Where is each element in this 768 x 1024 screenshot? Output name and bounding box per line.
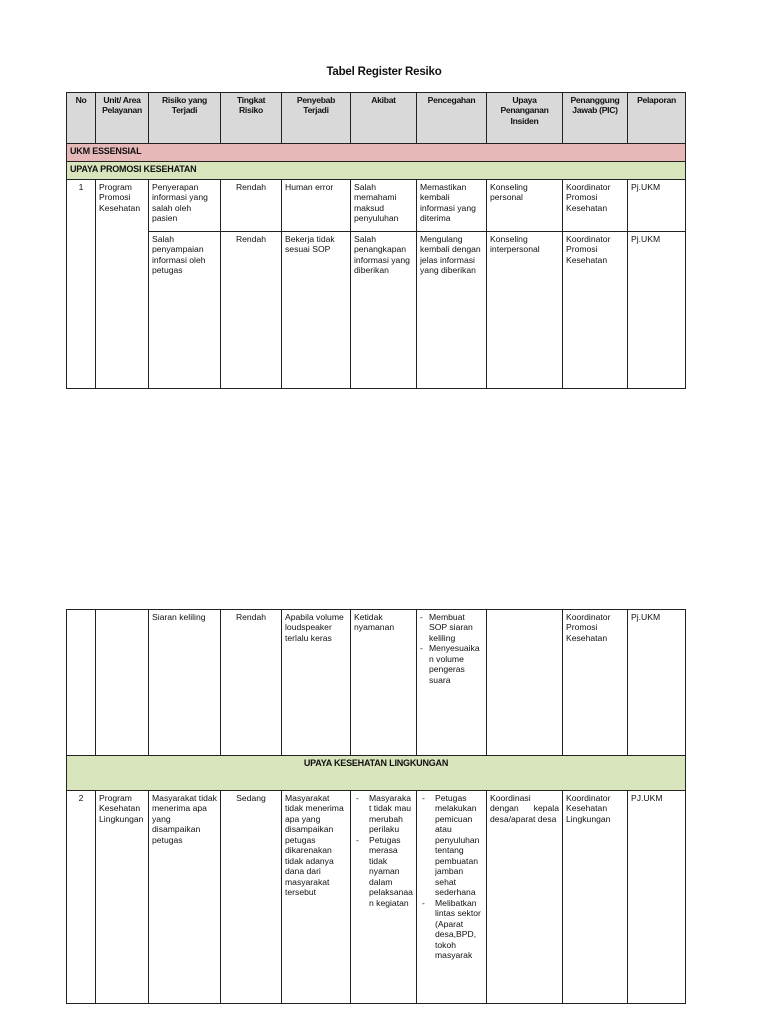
cell-tingkat: Rendah	[221, 232, 282, 389]
cell-penyebab: Apabila volume loudspeaker terlalu keras	[282, 610, 351, 756]
section-row-ukm	[67, 144, 686, 162]
cell-pelaporan: PJ.UKM	[628, 791, 686, 1004]
page-title: Tabel Register Resiko	[326, 66, 442, 78]
list-item: - Petugas melakukan pemicuan atau penyuluhan tentang pembuatan jamban sehat sederhana	[420, 793, 483, 898]
cell-risiko: Salah penyampaian informasi oleh petugas	[149, 232, 221, 389]
cell-no	[67, 610, 96, 756]
cell-pic: Koordinator Promosi Kesehatan	[563, 232, 628, 389]
header-pic: Penanggung Jawab (PIC)	[563, 93, 628, 144]
cell-pic: Koordinator Promosi Kesehatan	[563, 180, 628, 232]
cell-upaya: Konseling personal	[487, 180, 563, 232]
header-akibat: Akibat	[351, 93, 417, 144]
cell-pencegahan: Memastikan kembali informasi yang diterima	[417, 180, 487, 232]
section-lingkungan-label: UPAYA KESEHATAN LINGKUNGAN	[67, 756, 686, 791]
list-item: - Petugas merasa tidak nyaman dalam pelaksanaan kegiatan	[354, 835, 413, 908]
cell-upaya	[487, 610, 563, 756]
cell-pelaporan: Pj.UKM	[628, 232, 686, 389]
header-pelaporan: Pelaporan	[628, 93, 686, 144]
section-promosi-label: UPAYA PROMOSI KESEHATAN	[67, 162, 686, 180]
header-risiko: Risiko yang Terjadi	[149, 93, 221, 144]
cell-upaya: Koordinasi dengan kepala desa/aparat desa	[487, 791, 563, 1004]
table-header-row	[67, 93, 686, 144]
cell-risiko: Siaran keliling	[149, 610, 221, 756]
cell-unit	[96, 610, 149, 756]
table-row	[67, 610, 686, 756]
section-row-promosi	[67, 162, 686, 180]
risk-register-table	[66, 92, 686, 389]
cell-akibat: Ketidak nyamanan	[351, 610, 417, 756]
list-item: - Membuat SOP siaran keliling	[420, 612, 483, 643]
list-item: - Melibatkan lintas sektor (Aparat desa,BPD, tokoh masyarak	[420, 898, 483, 961]
header-unit: Unit/ Area Pelayanan	[96, 93, 149, 144]
cell-akibat: Salah penangkapan informasi yang diberikan	[351, 232, 417, 389]
header-tingkat: Tingkat Risiko	[221, 93, 282, 144]
list-item: - Masyarakat tidak mau merubah perilaku	[354, 793, 413, 835]
section-ukm-label: UKM ESSENSIAL	[67, 144, 686, 162]
cell-akibat	[351, 791, 417, 1004]
cell-pelaporan: Pj.UKM	[628, 180, 686, 232]
header-penyebab: Penyebab Terjadi	[282, 93, 351, 144]
cell-pic: Koordinator Kesehatan Lingkungan	[563, 791, 628, 1004]
cell-pelaporan: Pj.UKM	[628, 610, 686, 756]
cell-risiko: Penyerapan informasi yang salah oleh pasien	[149, 180, 221, 232]
cell-no: 2	[67, 791, 96, 1004]
table-row	[67, 232, 686, 389]
table-row	[67, 180, 686, 232]
cell-unit: Program Promosi Kesehatan	[96, 180, 149, 389]
cell-penyebab: Human error	[282, 180, 351, 232]
list-item: - Menyesuaikan volume pengeras suara	[420, 643, 483, 685]
pencegahan-list	[420, 612, 483, 685]
cell-pic: Koordinator Promosi Kesehatan	[563, 610, 628, 756]
header-pencegahan: Pencegahan	[417, 93, 487, 144]
cell-tingkat: Rendah	[221, 610, 282, 756]
table-row	[67, 791, 686, 1004]
pencegahan-list	[420, 793, 483, 961]
cell-pencegahan: Mengulang kembali dengan jelas informasi yang diberikan	[417, 232, 487, 389]
cell-unit: Program Kesehatan Lingkungan	[96, 791, 149, 1004]
cell-pencegahan	[417, 610, 487, 756]
cell-risiko: Masyarakat tidak menerima apa yang disampaikan petugas	[149, 791, 221, 1004]
cell-pencegahan	[417, 791, 487, 1004]
section-row-lingkungan	[67, 756, 686, 791]
cell-upaya: Konseling interpersonal	[487, 232, 563, 389]
cell-tingkat: Rendah	[221, 180, 282, 232]
header-upaya: Upaya Penanganan Insiden	[487, 93, 563, 144]
cell-akibat: Salah memahami maksud penyuluhan	[351, 180, 417, 232]
risk-register-table-continued	[66, 609, 686, 1004]
header-no: No	[67, 93, 96, 144]
akibat-list	[354, 793, 413, 908]
cell-no: 1	[67, 180, 96, 389]
cell-tingkat: Sedang	[221, 791, 282, 1004]
cell-penyebab: Masyarakat tidak menerima apa yang disampaikan petugas dikarenakan tidak adanya dana dari masyarakat tersebut	[282, 791, 351, 1004]
cell-penyebab: Bekerja tidak sesuai SOP	[282, 232, 351, 389]
